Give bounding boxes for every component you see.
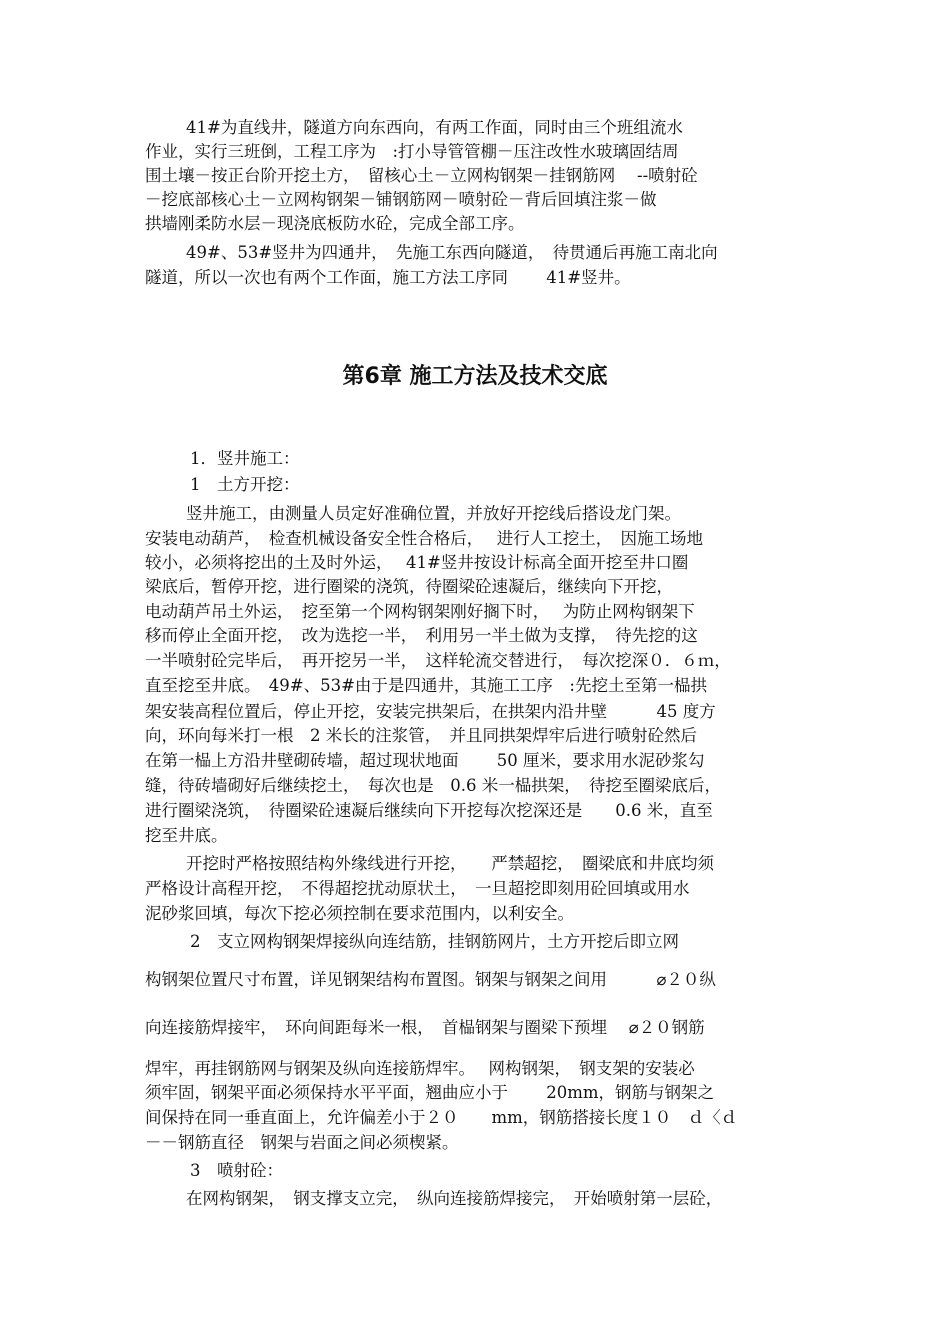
paragraph-line: 一半喷射砼完毕后， 再开挖另一半， 这样轮流交替进行， 每次挖深０．６ｍ，	[145, 651, 731, 670]
intro-line: 隧道，所以一次也有两个工作面，施工方法工序同 41#竖井。	[145, 268, 631, 287]
paragraph-line: 须牢固，钢架平面必须保持水平平面，翘曲应小于 20mm，钢筋与钢架之	[145, 1083, 715, 1102]
paragraph-line: 向，环向每米打一根 2 米长的注浆管， 并且同拱架焊牢后进行喷射砼然后	[145, 726, 697, 745]
paragraph-line: 开挖时严格按照结构外缘线进行开挖， 严禁超挖， 圈梁底和井底均须	[186, 854, 714, 873]
paragraph-line: 电动葫芦吊土外运， 挖至第一个网构钢架刚好搁下时， 为防止网构钢架下	[145, 602, 695, 621]
paragraph-line: 严格设计高程开挖， 不得超挖扰动原状土， 一旦超挖即刻用砼回填或用水	[145, 879, 690, 898]
paragraph-line: 移而停止全面开挖， 改为选挖一半， 利用另一半土做为支撑， 待先挖的这	[145, 626, 698, 645]
paragraph-line: －－钢筋直径 钢架与岩面之间必须楔紧。	[145, 1133, 459, 1152]
paragraph-line: 泥砂浆回填，每次下挖必须控制在要求范围内，以利安全。	[145, 904, 574, 923]
paragraph-line: 在网构钢架， 钢支撑支立完， 纵向连接筋焊接完， 开始喷射第一层砼，	[186, 1189, 723, 1208]
paragraph-line: 进行圈梁浇筑， 待圈梁砼速凝后继续向下开挖每次挖深还是 0.6 米，直至	[145, 801, 713, 820]
intro-line: 作业，实行三班倒，工程工序为 :打小导管管棚－压注改性水玻璃固结周	[145, 142, 679, 161]
paragraph-line: 间保持在同一垂直面上，允许偏差小于２０ mm，钢筋搭接长度１０ ｄ〈ｄ	[145, 1108, 738, 1127]
paragraph-line: 梁底后，暂停开挖，进行圈梁的浇筑，待圈梁砼速凝后，继续向下开挖，	[145, 577, 673, 596]
intro-line: 41#为直线井，隧道方向东西向，有两工作面，同时由三个班组流水	[186, 118, 683, 137]
intro-line: －挖底部核心土－立网构钢架－铺钢筋网－喷射砼－背后回填注浆－做	[145, 190, 657, 209]
subsection-heading: 3 喷射砼：	[190, 1161, 283, 1180]
paragraph-line: 构钢架位置尺寸布置，详见钢架结构布置图。钢架与钢架之间用 ⌀２０纵	[145, 970, 716, 989]
paragraph-line: 向连接筋焊接牢， 环向间距每米一根， 首榀钢架与圈梁下预埋 ⌀２０钢筋	[145, 1018, 705, 1037]
paragraph-line: 安装电动葫芦， 检查机械设备安全性合格后， 进行人工挖土， 因施工场地	[145, 529, 703, 548]
paragraph-line: 在第一榀上方沿井壁砌砖墙，超过现状地面 50 厘米，要求用水泥砂浆勾	[145, 751, 705, 770]
paragraph-line: 较小，必须将挖出的土及时外运， 41#竖井按设计标高全面开挖至井口圈	[145, 553, 689, 572]
paragraph-line: 挖至井底。	[145, 826, 228, 845]
paragraph-line: 焊牢，再挂钢筋网与钢架及纵向连接筋焊牢。 网构钢架， 钢支架的安装必	[145, 1059, 695, 1078]
paragraph-line: 缝，待砖墙砌好后继续挖土， 每次也是 0.6 米一榀拱架， 待挖至圈梁底后，	[145, 776, 721, 795]
chapter-title: 第6章 施工方法及技术交底	[342, 364, 608, 389]
subsection-heading: 1 土方开挖：	[190, 475, 300, 494]
section-heading: 1．竖井施工：	[190, 449, 300, 468]
intro-line: 围土壤－按正台阶开挖土方， 留核心土－立网构钢架－挂钢筋网 --喷射砼	[145, 166, 698, 185]
subsection-heading: 2 支立网构钢架焊接纵向连结筋，挂钢筋网片，土方开挖后即立网	[190, 932, 679, 951]
paragraph-line: 竖井施工，由测量人员定好准确位置，并放好开挖线后搭设龙门架。	[186, 504, 681, 523]
paragraph-line: 架安装高程位置后，停止开挖，安装完拱架后，在拱架内沿井壁 45 度方	[145, 702, 716, 721]
intro-line: 49#、53#竖井为四通井， 先施工东西向隧道， 待贯通后再施工南北向	[186, 243, 718, 262]
paragraph-line: 直至挖至井底。 49#、53#由于是四通井，其施工工序 :先挖土至第一榀拱	[145, 676, 707, 695]
intro-line: 拱墙刚柔防水层－现浇底板防水砼，完成全部工序。	[145, 214, 525, 233]
